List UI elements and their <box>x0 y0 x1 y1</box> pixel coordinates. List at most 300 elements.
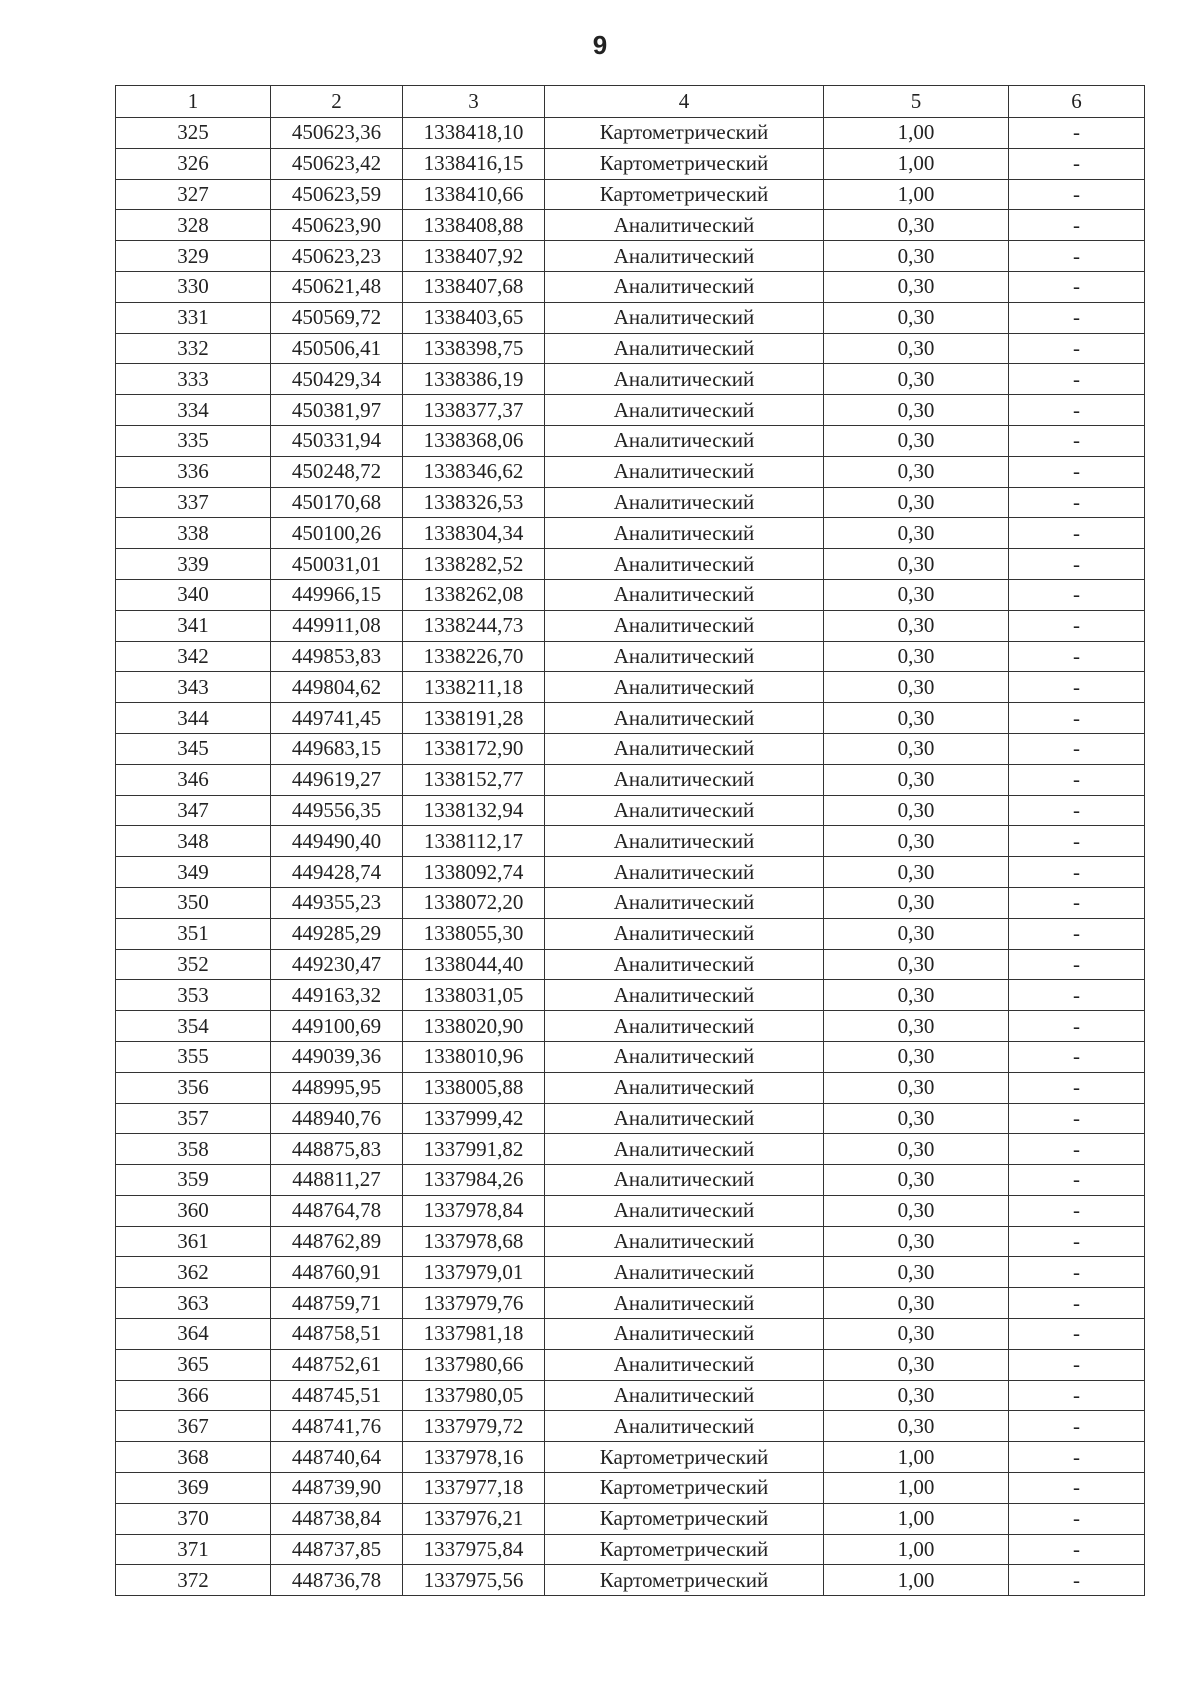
point-number-cell: 342 <box>116 641 271 672</box>
accuracy-cell: 0,30 <box>824 456 1009 487</box>
table-row <box>116 672 1145 703</box>
x-coordinate-cell: 448875,83 <box>271 1134 403 1165</box>
note-cell: - <box>1009 1165 1145 1196</box>
point-number-cell: 331 <box>116 302 271 333</box>
note-cell: - <box>1009 1134 1145 1165</box>
note-cell: - <box>1009 918 1145 949</box>
x-coordinate-cell: 448759,71 <box>271 1288 403 1319</box>
y-coordinate-cell: 1338112,17 <box>403 826 545 857</box>
point-number-cell: 365 <box>116 1349 271 1380</box>
accuracy-cell: 0,30 <box>824 1011 1009 1042</box>
method-cell: Аналитический <box>545 487 824 518</box>
table-body <box>116 118 1145 1596</box>
note-cell: - <box>1009 1072 1145 1103</box>
x-coordinate-cell: 450623,42 <box>271 148 403 179</box>
x-coordinate-cell: 448738,84 <box>271 1503 403 1534</box>
note-cell: - <box>1009 1226 1145 1257</box>
method-cell: Аналитический <box>545 672 824 703</box>
x-coordinate-cell: 448995,95 <box>271 1072 403 1103</box>
y-coordinate-cell: 1338410,66 <box>403 179 545 210</box>
y-coordinate-cell: 1338020,90 <box>403 1011 545 1042</box>
method-cell: Аналитический <box>545 1072 824 1103</box>
method-cell: Аналитический <box>545 610 824 641</box>
x-coordinate-cell: 450506,41 <box>271 333 403 364</box>
point-number-cell: 372 <box>116 1565 271 1596</box>
note-cell: - <box>1009 333 1145 364</box>
accuracy-cell: 0,30 <box>824 949 1009 980</box>
x-coordinate-cell: 448758,51 <box>271 1319 403 1350</box>
method-cell: Аналитический <box>545 1288 824 1319</box>
method-cell: Аналитический <box>545 887 824 918</box>
y-coordinate-cell: 1338005,88 <box>403 1072 545 1103</box>
method-cell: Картометрический <box>545 1473 824 1504</box>
y-coordinate-cell: 1338072,20 <box>403 887 545 918</box>
note-cell: - <box>1009 518 1145 549</box>
x-coordinate-cell: 449911,08 <box>271 610 403 641</box>
y-coordinate-cell: 1338346,62 <box>403 456 545 487</box>
method-cell: Картометрический <box>545 179 824 210</box>
point-number-cell: 366 <box>116 1380 271 1411</box>
x-coordinate-cell: 448764,78 <box>271 1195 403 1226</box>
table-row <box>116 641 1145 672</box>
point-number-cell: 348 <box>116 826 271 857</box>
column-header-6: 6 <box>1009 86 1145 118</box>
note-cell: - <box>1009 1442 1145 1473</box>
y-coordinate-cell: 1337980,05 <box>403 1380 545 1411</box>
table-row <box>116 1041 1145 1072</box>
accuracy-cell: 0,30 <box>824 857 1009 888</box>
method-cell: Аналитический <box>545 425 824 456</box>
x-coordinate-cell: 448760,91 <box>271 1257 403 1288</box>
method-cell: Аналитический <box>545 949 824 980</box>
point-number-cell: 347 <box>116 795 271 826</box>
method-cell: Аналитический <box>545 764 824 795</box>
accuracy-cell: 0,30 <box>824 549 1009 580</box>
table-row <box>116 703 1145 734</box>
point-number-cell: 326 <box>116 148 271 179</box>
x-coordinate-cell: 449100,69 <box>271 1011 403 1042</box>
accuracy-cell: 0,30 <box>824 1165 1009 1196</box>
point-number-cell: 368 <box>116 1442 271 1473</box>
method-cell: Аналитический <box>545 733 824 764</box>
column-header-3: 3 <box>403 86 545 118</box>
column-header-2: 2 <box>271 86 403 118</box>
method-cell: Аналитический <box>545 364 824 395</box>
accuracy-cell: 0,30 <box>824 733 1009 764</box>
note-cell: - <box>1009 857 1145 888</box>
x-coordinate-cell: 449428,74 <box>271 857 403 888</box>
x-coordinate-cell: 449741,45 <box>271 703 403 734</box>
y-coordinate-cell: 1337978,68 <box>403 1226 545 1257</box>
x-coordinate-cell: 449490,40 <box>271 826 403 857</box>
accuracy-cell: 0,30 <box>824 764 1009 795</box>
y-coordinate-cell: 1337980,66 <box>403 1349 545 1380</box>
table-row <box>116 1195 1145 1226</box>
x-coordinate-cell: 450429,34 <box>271 364 403 395</box>
method-cell: Аналитический <box>545 1011 824 1042</box>
table-row <box>116 1411 1145 1442</box>
accuracy-cell: 0,30 <box>824 1288 1009 1319</box>
y-coordinate-cell: 1338262,08 <box>403 579 545 610</box>
coordinates-table <box>115 85 1145 1596</box>
method-cell: Аналитический <box>545 241 824 272</box>
note-cell: - <box>1009 672 1145 703</box>
note-cell: - <box>1009 764 1145 795</box>
accuracy-cell: 0,30 <box>824 1319 1009 1350</box>
y-coordinate-cell: 1338010,96 <box>403 1041 545 1072</box>
accuracy-cell: 0,30 <box>824 887 1009 918</box>
y-coordinate-cell: 1338386,19 <box>403 364 545 395</box>
point-number-cell: 328 <box>116 210 271 241</box>
x-coordinate-cell: 450331,94 <box>271 425 403 456</box>
table-row <box>116 610 1145 641</box>
accuracy-cell: 0,30 <box>824 364 1009 395</box>
table-row <box>116 210 1145 241</box>
note-cell: - <box>1009 210 1145 241</box>
table-row <box>116 1442 1145 1473</box>
x-coordinate-cell: 448752,61 <box>271 1349 403 1380</box>
y-coordinate-cell: 1338408,88 <box>403 210 545 241</box>
accuracy-cell: 1,00 <box>824 1442 1009 1473</box>
method-cell: Картометрический <box>545 118 824 149</box>
point-number-cell: 341 <box>116 610 271 641</box>
y-coordinate-cell: 1338377,37 <box>403 395 545 426</box>
method-cell: Картометрический <box>545 148 824 179</box>
table-row <box>116 1349 1145 1380</box>
accuracy-cell: 1,00 <box>824 1473 1009 1504</box>
accuracy-cell: 0,30 <box>824 980 1009 1011</box>
table-row <box>116 1380 1145 1411</box>
accuracy-cell: 0,30 <box>824 1103 1009 1134</box>
x-coordinate-cell: 449966,15 <box>271 579 403 610</box>
y-coordinate-cell: 1337979,76 <box>403 1288 545 1319</box>
accuracy-cell: 0,30 <box>824 1380 1009 1411</box>
note-cell: - <box>1009 1534 1145 1565</box>
method-cell: Аналитический <box>545 271 824 302</box>
y-coordinate-cell: 1338326,53 <box>403 487 545 518</box>
note-cell: - <box>1009 1380 1145 1411</box>
column-header-4: 4 <box>545 86 824 118</box>
table-row <box>116 918 1145 949</box>
table-row <box>116 1534 1145 1565</box>
accuracy-cell: 1,00 <box>824 1503 1009 1534</box>
point-number-cell: 334 <box>116 395 271 426</box>
note-cell: - <box>1009 1257 1145 1288</box>
method-cell: Аналитический <box>545 857 824 888</box>
point-number-cell: 369 <box>116 1473 271 1504</box>
x-coordinate-cell: 450623,23 <box>271 241 403 272</box>
table-row <box>116 1103 1145 1134</box>
y-coordinate-cell: 1337978,16 <box>403 1442 545 1473</box>
table-row <box>116 1226 1145 1257</box>
accuracy-cell: 0,30 <box>824 1411 1009 1442</box>
point-number-cell: 355 <box>116 1041 271 1072</box>
note-cell: - <box>1009 179 1145 210</box>
x-coordinate-cell: 449619,27 <box>271 764 403 795</box>
table-row <box>116 456 1145 487</box>
note-cell: - <box>1009 364 1145 395</box>
note-cell: - <box>1009 887 1145 918</box>
table-row <box>116 425 1145 456</box>
note-cell: - <box>1009 641 1145 672</box>
method-cell: Аналитический <box>545 1226 824 1257</box>
point-number-cell: 333 <box>116 364 271 395</box>
y-coordinate-cell: 1338244,73 <box>403 610 545 641</box>
accuracy-cell: 0,30 <box>824 1349 1009 1380</box>
method-cell: Аналитический <box>545 826 824 857</box>
table-row <box>116 518 1145 549</box>
accuracy-cell: 0,30 <box>824 1072 1009 1103</box>
method-cell: Аналитический <box>545 1257 824 1288</box>
accuracy-cell: 0,30 <box>824 1134 1009 1165</box>
accuracy-cell: 0,30 <box>824 487 1009 518</box>
x-coordinate-cell: 449853,83 <box>271 641 403 672</box>
method-cell: Аналитический <box>545 518 824 549</box>
note-cell: - <box>1009 1011 1145 1042</box>
point-number-cell: 371 <box>116 1534 271 1565</box>
table-row <box>116 1565 1145 1596</box>
point-number-cell: 352 <box>116 949 271 980</box>
note-cell: - <box>1009 733 1145 764</box>
page-number: 9 <box>592 30 608 60</box>
method-cell: Картометрический <box>545 1534 824 1565</box>
column-header-1: 1 <box>116 86 271 118</box>
accuracy-cell: 0,30 <box>824 795 1009 826</box>
method-cell: Аналитический <box>545 1165 824 1196</box>
method-cell: Аналитический <box>545 1411 824 1442</box>
x-coordinate-cell: 450031,01 <box>271 549 403 580</box>
accuracy-cell: 0,30 <box>824 1257 1009 1288</box>
accuracy-cell: 0,30 <box>824 271 1009 302</box>
table-row <box>116 1288 1145 1319</box>
accuracy-cell: 0,30 <box>824 210 1009 241</box>
table-row <box>116 1319 1145 1350</box>
table-row <box>116 549 1145 580</box>
point-number-cell: 330 <box>116 271 271 302</box>
accuracy-cell: 0,30 <box>824 641 1009 672</box>
point-number-cell: 356 <box>116 1072 271 1103</box>
point-number-cell: 335 <box>116 425 271 456</box>
note-cell: - <box>1009 1195 1145 1226</box>
y-coordinate-cell: 1337984,26 <box>403 1165 545 1196</box>
column-header-5: 5 <box>824 86 1009 118</box>
x-coordinate-cell: 448811,27 <box>271 1165 403 1196</box>
point-number-cell: 336 <box>116 456 271 487</box>
point-number-cell: 361 <box>116 1226 271 1257</box>
note-cell: - <box>1009 826 1145 857</box>
point-number-cell: 337 <box>116 487 271 518</box>
y-coordinate-cell: 1338398,75 <box>403 333 545 364</box>
table-row <box>116 179 1145 210</box>
accuracy-cell: 0,30 <box>824 395 1009 426</box>
note-cell: - <box>1009 1473 1145 1504</box>
y-coordinate-cell: 1338282,52 <box>403 549 545 580</box>
accuracy-cell: 0,30 <box>824 1226 1009 1257</box>
table-row <box>116 949 1145 980</box>
note-cell: - <box>1009 302 1145 333</box>
table-row <box>116 1473 1145 1504</box>
method-cell: Аналитический <box>545 1041 824 1072</box>
note-cell: - <box>1009 1041 1145 1072</box>
table-row <box>116 1165 1145 1196</box>
y-coordinate-cell: 1338044,40 <box>403 949 545 980</box>
y-coordinate-cell: 1338211,18 <box>403 672 545 703</box>
accuracy-cell: 0,30 <box>824 241 1009 272</box>
table-row <box>116 733 1145 764</box>
note-cell: - <box>1009 703 1145 734</box>
x-coordinate-cell: 448741,76 <box>271 1411 403 1442</box>
x-coordinate-cell: 448940,76 <box>271 1103 403 1134</box>
accuracy-cell: 0,30 <box>824 1041 1009 1072</box>
y-coordinate-cell: 1338055,30 <box>403 918 545 949</box>
y-coordinate-cell: 1338407,92 <box>403 241 545 272</box>
note-cell: - <box>1009 425 1145 456</box>
accuracy-cell: 1,00 <box>824 1534 1009 1565</box>
accuracy-cell: 0,30 <box>824 333 1009 364</box>
method-cell: Аналитический <box>545 549 824 580</box>
x-coordinate-cell: 449556,35 <box>271 795 403 826</box>
x-coordinate-cell: 450381,97 <box>271 395 403 426</box>
point-number-cell: 367 <box>116 1411 271 1442</box>
table-row <box>116 1134 1145 1165</box>
accuracy-cell: 1,00 <box>824 179 1009 210</box>
y-coordinate-cell: 1337979,72 <box>403 1411 545 1442</box>
note-cell: - <box>1009 241 1145 272</box>
accuracy-cell: 0,30 <box>824 672 1009 703</box>
accuracy-cell: 0,30 <box>824 826 1009 857</box>
x-coordinate-cell: 448740,64 <box>271 1442 403 1473</box>
accuracy-cell: 1,00 <box>824 148 1009 179</box>
y-coordinate-cell: 1337979,01 <box>403 1257 545 1288</box>
note-cell: - <box>1009 1411 1145 1442</box>
point-number-cell: 359 <box>116 1165 271 1196</box>
note-cell: - <box>1009 271 1145 302</box>
point-number-cell: 351 <box>116 918 271 949</box>
point-number-cell: 327 <box>116 179 271 210</box>
y-coordinate-cell: 1338191,28 <box>403 703 545 734</box>
table-row <box>116 364 1145 395</box>
method-cell: Аналитический <box>545 1319 824 1350</box>
y-coordinate-cell: 1337978,84 <box>403 1195 545 1226</box>
y-coordinate-cell: 1338132,94 <box>403 795 545 826</box>
method-cell: Аналитический <box>545 395 824 426</box>
note-cell: - <box>1009 456 1145 487</box>
point-number-cell: 364 <box>116 1319 271 1350</box>
note-cell: - <box>1009 579 1145 610</box>
point-number-cell: 346 <box>116 764 271 795</box>
x-coordinate-cell: 449804,62 <box>271 672 403 703</box>
point-number-cell: 357 <box>116 1103 271 1134</box>
x-coordinate-cell: 450569,72 <box>271 302 403 333</box>
accuracy-cell: 0,30 <box>824 703 1009 734</box>
table-row <box>116 1072 1145 1103</box>
accuracy-cell: 0,30 <box>824 579 1009 610</box>
x-coordinate-cell: 449039,36 <box>271 1041 403 1072</box>
accuracy-cell: 0,30 <box>824 518 1009 549</box>
accuracy-cell: 0,30 <box>824 1195 1009 1226</box>
method-cell: Аналитический <box>545 1103 824 1134</box>
point-number-cell: 363 <box>116 1288 271 1319</box>
note-cell: - <box>1009 1503 1145 1534</box>
y-coordinate-cell: 1338368,06 <box>403 425 545 456</box>
method-cell: Аналитический <box>545 579 824 610</box>
note-cell: - <box>1009 549 1145 580</box>
y-coordinate-cell: 1338226,70 <box>403 641 545 672</box>
x-coordinate-cell: 449163,32 <box>271 980 403 1011</box>
note-cell: - <box>1009 118 1145 149</box>
method-cell: Аналитический <box>545 210 824 241</box>
y-coordinate-cell: 1338152,77 <box>403 764 545 795</box>
method-cell: Аналитический <box>545 456 824 487</box>
y-coordinate-cell: 1338092,74 <box>403 857 545 888</box>
point-number-cell: 358 <box>116 1134 271 1165</box>
y-coordinate-cell: 1337977,18 <box>403 1473 545 1504</box>
table-row <box>116 857 1145 888</box>
table-row <box>116 302 1145 333</box>
table-row <box>116 1257 1145 1288</box>
y-coordinate-cell: 1337975,84 <box>403 1534 545 1565</box>
y-coordinate-cell: 1338416,15 <box>403 148 545 179</box>
method-cell: Аналитический <box>545 1134 824 1165</box>
x-coordinate-cell: 450623,90 <box>271 210 403 241</box>
y-coordinate-cell: 1338403,65 <box>403 302 545 333</box>
accuracy-cell: 1,00 <box>824 1565 1009 1596</box>
point-number-cell: 332 <box>116 333 271 364</box>
y-coordinate-cell: 1337975,56 <box>403 1565 545 1596</box>
note-cell: - <box>1009 1103 1145 1134</box>
y-coordinate-cell: 1337991,82 <box>403 1134 545 1165</box>
point-number-cell: 362 <box>116 1257 271 1288</box>
note-cell: - <box>1009 949 1145 980</box>
method-cell: Картометрический <box>545 1503 824 1534</box>
point-number-cell: 340 <box>116 579 271 610</box>
note-cell: - <box>1009 148 1145 179</box>
y-coordinate-cell: 1337999,42 <box>403 1103 545 1134</box>
x-coordinate-cell: 450248,72 <box>271 456 403 487</box>
note-cell: - <box>1009 1319 1145 1350</box>
y-coordinate-cell: 1337981,18 <box>403 1319 545 1350</box>
x-coordinate-cell: 449230,47 <box>271 949 403 980</box>
x-coordinate-cell: 450170,68 <box>271 487 403 518</box>
y-coordinate-cell: 1338418,10 <box>403 118 545 149</box>
table-row <box>116 887 1145 918</box>
x-coordinate-cell: 448737,85 <box>271 1534 403 1565</box>
x-coordinate-cell: 449683,15 <box>271 733 403 764</box>
table-row <box>116 271 1145 302</box>
table-header-row <box>116 86 1145 118</box>
method-cell: Аналитический <box>545 918 824 949</box>
point-number-cell: 350 <box>116 887 271 918</box>
method-cell: Аналитический <box>545 1349 824 1380</box>
point-number-cell: 343 <box>116 672 271 703</box>
accuracy-cell: 0,30 <box>824 918 1009 949</box>
x-coordinate-cell: 448739,90 <box>271 1473 403 1504</box>
x-coordinate-cell: 448736,78 <box>271 1565 403 1596</box>
note-cell: - <box>1009 980 1145 1011</box>
method-cell: Картометрический <box>545 1442 824 1473</box>
note-cell: - <box>1009 610 1145 641</box>
point-number-cell: 325 <box>116 118 271 149</box>
point-number-cell: 338 <box>116 518 271 549</box>
method-cell: Аналитический <box>545 333 824 364</box>
method-cell: Аналитический <box>545 1380 824 1411</box>
table-row <box>116 1011 1145 1042</box>
x-coordinate-cell: 448745,51 <box>271 1380 403 1411</box>
point-number-cell: 354 <box>116 1011 271 1042</box>
point-number-cell: 360 <box>116 1195 271 1226</box>
table-row <box>116 795 1145 826</box>
point-number-cell: 353 <box>116 980 271 1011</box>
